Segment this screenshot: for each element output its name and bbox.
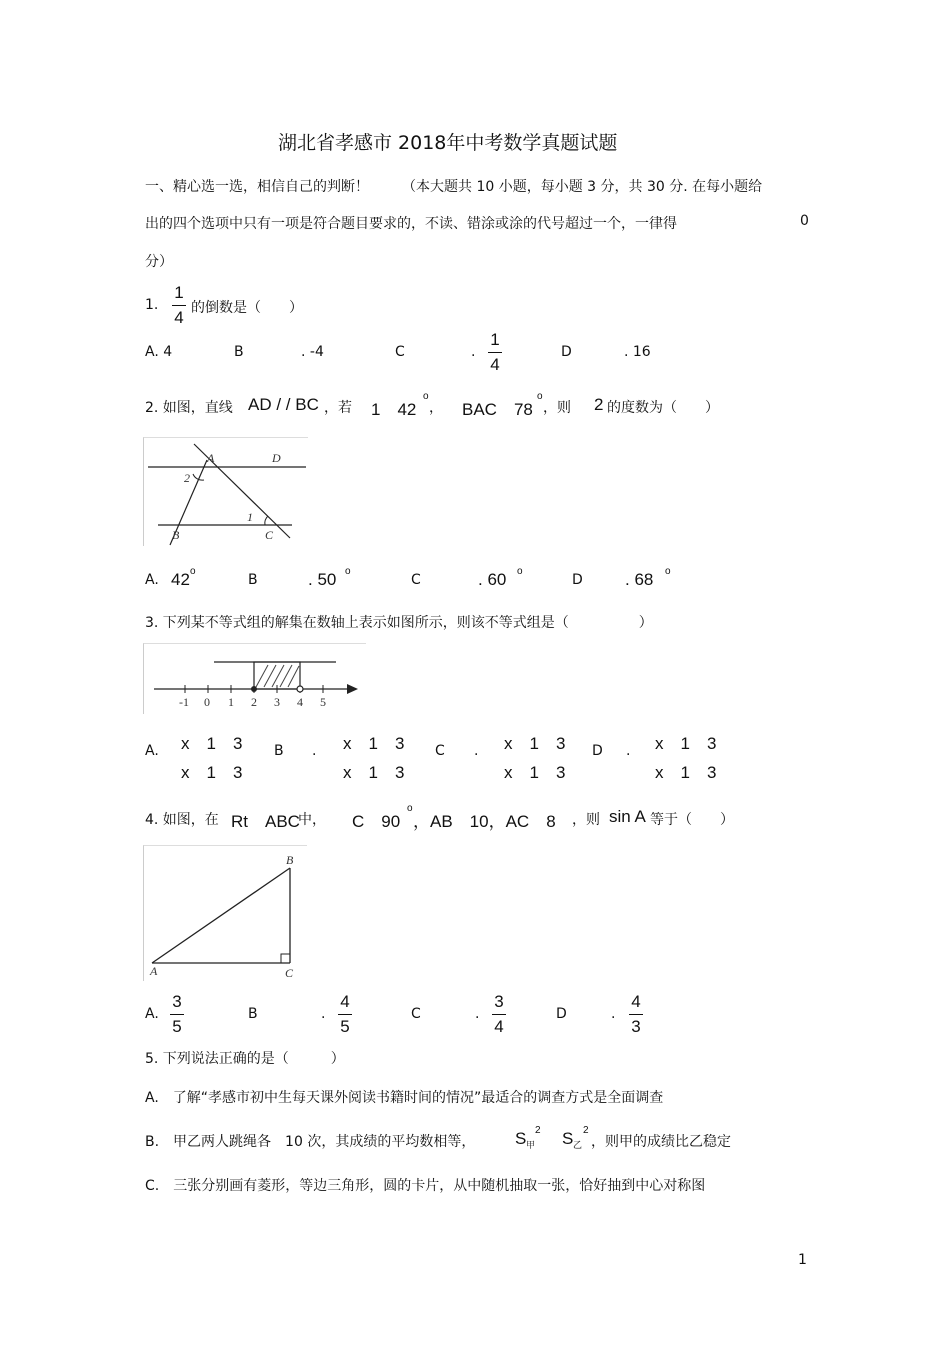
q2-label-angle1: 1 xyxy=(247,510,253,524)
q4-d-num: 4 xyxy=(631,992,641,1011)
q2-label-angle2: 2 xyxy=(184,471,190,485)
q2-option-a-value: 42 xyxy=(171,570,190,589)
q1-option-c-fraction xyxy=(488,330,502,375)
q2-label-c: C xyxy=(265,528,274,542)
q3-option-b-row1: x 1 3 xyxy=(343,734,405,753)
q4-b-den: 5 xyxy=(340,1017,350,1036)
q4-label-a: A xyxy=(150,964,158,978)
q4-math-sin-a: sin A xyxy=(609,807,646,826)
section-header-part2: （本大题共 10 小题，每小题 3 分，共 30 分. 在每小题给 xyxy=(402,179,763,195)
q4-option-c-dot: . xyxy=(475,1006,480,1022)
page-title: 湖北省孝感市 2018年中考数学真题试题 xyxy=(278,132,618,154)
q3-tick-0: 0 xyxy=(204,695,210,709)
q4-option-c-label: C xyxy=(411,1006,421,1022)
section-header-part1: 一、精心选一选，相信自己的判断！ xyxy=(145,179,369,195)
q4-option-b-fraction xyxy=(338,992,352,1037)
q3-tick-3: 3 xyxy=(274,695,280,709)
q4-option-c-fraction xyxy=(492,992,506,1037)
q4-c-den: 4 xyxy=(494,1017,504,1036)
q3-stem: 3. 下列某不等式组的解集在数轴上表示如图所示，则该不等式组是（ ） xyxy=(145,615,653,631)
q3-option-c-row1: x 1 3 xyxy=(504,734,566,753)
q4-math-angle-c: C 90 xyxy=(352,812,401,831)
q1-number: 1. xyxy=(145,297,159,313)
q3-option-c-dot: . xyxy=(474,743,479,759)
q4-b-num: 4 xyxy=(340,992,350,1011)
q2-option-b-value: . 50 xyxy=(308,570,337,589)
q3-option-b-dot: . xyxy=(312,743,317,759)
q1-option-c-dot: . xyxy=(471,344,476,360)
q4-d-den: 3 xyxy=(631,1017,641,1036)
page-number: 1 xyxy=(798,1252,807,1268)
q2-degree-1: o xyxy=(423,391,429,402)
q1-option-a: A. 4 xyxy=(145,344,173,360)
q3-option-a-row2: x 1 3 xyxy=(181,763,243,782)
q2-degree-2: o xyxy=(537,391,543,402)
q3-option-c-label: C xyxy=(435,743,445,759)
q3-option-d-row2: x 1 3 xyxy=(655,763,717,782)
q3-option-d-row1: x 1 3 xyxy=(655,734,717,753)
section-header-zero: 0 xyxy=(800,213,809,229)
q2-math-angle-bac: BAC 78 xyxy=(462,400,533,419)
q2-option-d-label: D xyxy=(572,572,583,588)
q2-option-b-label: B xyxy=(248,572,258,588)
q2-stem-part2: ，若 xyxy=(324,400,352,416)
q2-option-d-value: . 68 xyxy=(625,570,654,589)
q5-option-b-sup2: 2 xyxy=(583,1125,589,1136)
q3-option-b-label: B xyxy=(274,743,284,759)
q5-option-c: C. 三张分别画有菱形，等边三角形，圆的卡片，从中随机抽取一张，恰好抽到中心对称图 xyxy=(145,1178,706,1194)
q5-option-b-part2: ，则甲的成绩比乙稳定 xyxy=(591,1134,731,1150)
q4-a-den: 5 xyxy=(172,1017,182,1036)
q2-option-c-degree: o xyxy=(517,566,523,577)
q1-option-b-label: B xyxy=(234,344,244,360)
q4-label-c: C xyxy=(285,966,294,980)
q1-c-den: 4 xyxy=(490,355,500,374)
q2-stem-part3: ， xyxy=(429,400,443,416)
q5-option-b-part1: B. 甲乙两人跳绳各 10 次，其成绩的平均数相等， xyxy=(145,1134,476,1150)
q2-figure xyxy=(143,437,308,546)
q3-number-line-figure xyxy=(143,643,366,714)
q3-tick-4: 4 xyxy=(297,695,303,709)
q2-stem-part5: 的度数为（ ） xyxy=(607,400,719,416)
q3-tick-1: 1 xyxy=(228,695,234,709)
q4-c-num: 3 xyxy=(494,992,504,1011)
section-header-line3: 分） xyxy=(145,254,173,270)
q4-stem-part1: 4. 如图，在 xyxy=(145,812,219,828)
q3-option-b-row2: x 1 3 xyxy=(343,763,405,782)
q1-option-b-value: . -4 xyxy=(301,344,324,360)
q3-option-c-row2: x 1 3 xyxy=(504,763,566,782)
q2-option-b-degree: o xyxy=(345,566,351,577)
q4-option-b-label: B xyxy=(248,1006,258,1022)
q2-math-angle1: 1 42 xyxy=(371,400,417,419)
q2-label-b: B xyxy=(172,528,180,542)
q3-option-a-row1: x 1 3 xyxy=(181,734,243,753)
q4-label-b: B xyxy=(286,853,294,867)
q4-option-a-label: A. xyxy=(145,1006,159,1022)
q3-option-a-label: A. xyxy=(145,743,159,759)
q1-stem: 的倒数是（ ） xyxy=(191,300,303,316)
q4-option-d-dot: . xyxy=(611,1006,616,1022)
q4-math-sides: ，AB 10，AC 8 xyxy=(413,812,556,831)
q1-frac-num: 1 xyxy=(174,283,184,302)
q1-option-c-label: C xyxy=(395,344,405,360)
q2-option-a-degree: o xyxy=(190,566,196,577)
q2-option-c-value: . 60 xyxy=(478,570,507,589)
q3-tick--1: -1 xyxy=(179,695,189,709)
q5-option-b-s2: S xyxy=(562,1129,574,1148)
q2-label-d: D xyxy=(272,451,281,465)
q1-fraction xyxy=(172,283,186,328)
q2-math-parallel: AD / / BC xyxy=(248,395,319,414)
q2-option-a-label: A. xyxy=(145,572,159,588)
q5-stem: 5. 下列说法正确的是（ ） xyxy=(145,1051,345,1067)
q4-option-d-label: D xyxy=(556,1006,567,1022)
q3-tick-5: 5 xyxy=(320,695,326,709)
q4-degree: o xyxy=(407,803,413,814)
q3-tick-2: 2 xyxy=(251,695,257,709)
q4-stem-part2: 中， xyxy=(298,812,326,828)
q2-label-a: A xyxy=(207,451,215,465)
q2-option-c-label: C xyxy=(411,572,421,588)
q2-math-angle2: 2 xyxy=(594,395,604,414)
q4-option-b-dot: . xyxy=(321,1006,326,1022)
section-header-line2: 出的四个选项中只有一项是符合题目要求的，不读、错涂或涂的代号超过一个，一律得 xyxy=(145,216,677,232)
q5-option-b-sub2: 乙 xyxy=(573,1140,583,1150)
q2-stem-part1: 2. 如图，直线 xyxy=(145,400,233,416)
q1-c-num: 1 xyxy=(490,330,500,349)
q4-stem-part4: 等于（ ） xyxy=(650,812,734,828)
q5-option-b-sub1: 甲 xyxy=(526,1140,536,1150)
q4-option-d-fraction xyxy=(629,992,643,1037)
q4-triangle-figure xyxy=(143,845,307,981)
q1-option-d-label: D xyxy=(561,344,572,360)
q5-option-b-sup1: 2 xyxy=(535,1125,541,1136)
q4-math-rt-abc: Rt ABC xyxy=(231,812,300,831)
q5-option-b-s1: S xyxy=(515,1129,527,1148)
q4-option-a-fraction xyxy=(170,992,184,1037)
q3-option-d-dot: . xyxy=(626,743,631,759)
q4-stem-part3: ，则 xyxy=(572,812,600,828)
q1-option-d-value: . 16 xyxy=(624,344,651,360)
q4-a-num: 3 xyxy=(172,992,182,1011)
q1-frac-den: 4 xyxy=(174,308,184,327)
q3-option-d-label: D xyxy=(592,743,603,759)
q5-option-a: A. 了解“孝感市初中生每天课外阅读书籍时间的情况”最适合的调查方式是全面调查 xyxy=(145,1090,664,1106)
q2-stem-part4: ，则 xyxy=(543,400,571,416)
q2-option-d-degree: o xyxy=(665,566,671,577)
